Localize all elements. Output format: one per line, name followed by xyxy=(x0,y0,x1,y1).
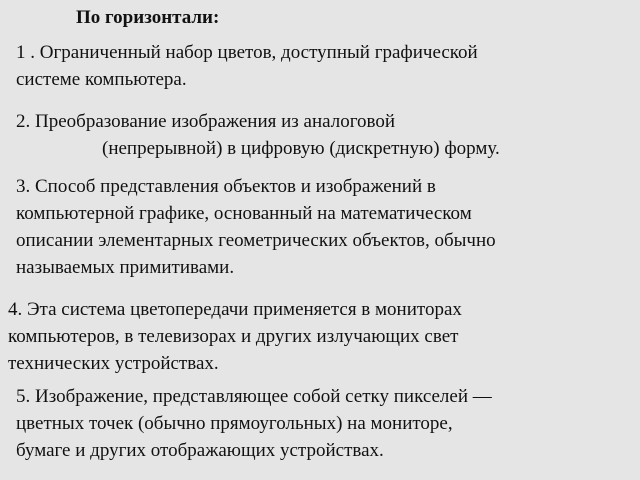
clue-4-line-3: технических устройствах. xyxy=(8,353,219,374)
clue-item-2 xyxy=(16,108,500,162)
clue-item-3 xyxy=(16,173,496,281)
clue-3-line-1: 3. Способ представления объектов и изображений в xyxy=(16,176,436,197)
clue-3-line-3: описании элементарных геометрических объектов, обычно xyxy=(16,230,496,251)
clue-item-1 xyxy=(16,39,478,93)
clue-4-line-2: компьютеров, в телевизорах и других излучающих свет xyxy=(8,326,459,347)
clue-2-line-1: 2. Преобразование изображения из аналоговой xyxy=(16,111,396,132)
clue-5-line-3: бумаге и других отображающих устройствах. xyxy=(16,440,384,461)
clue-item-4 xyxy=(8,296,462,377)
clue-3-line-4: называемых примитивами. xyxy=(16,257,235,278)
clue-1-line-1: 1 . Ограниченный набор цветов, доступный графической xyxy=(16,42,478,63)
clue-2-line-2: (непрерывной) в цифровую (дискретную) форму. xyxy=(102,138,500,159)
clue-5-line-1: 5. Изображение, представляющее собой сетку пикселей — xyxy=(16,386,492,407)
clue-4-line-1: 4. Эта система цветопередачи применяется в мониторах xyxy=(8,299,462,320)
clue-3-line-2: компьютерной графике, основанный на математическом xyxy=(16,203,472,224)
section-heading: По горизонтали: xyxy=(76,7,220,28)
clue-5-line-2: цветных точек (обычно прямоугольных) на мониторе, xyxy=(16,413,453,434)
clue-item-5 xyxy=(16,383,492,464)
clue-1-line-2: системе компьютера. xyxy=(16,69,187,90)
